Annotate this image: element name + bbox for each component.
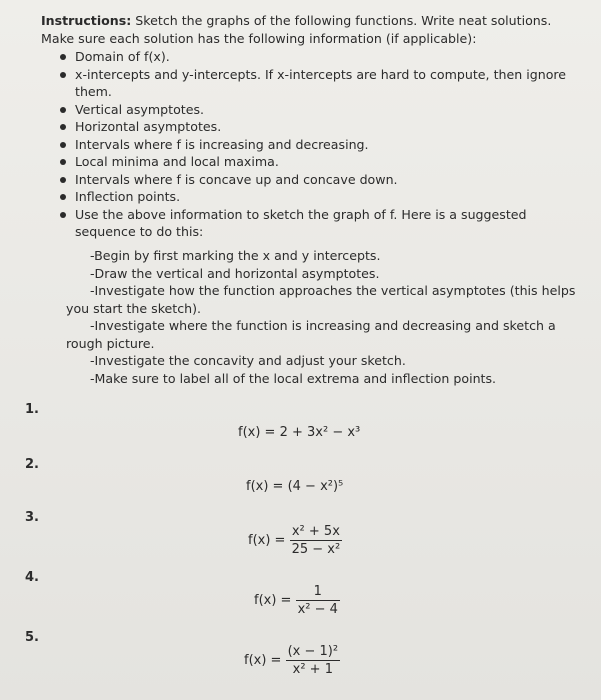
- fraction: [296, 584, 340, 617]
- problem-formula: [244, 644, 340, 677]
- problem-number: 5.: [25, 630, 39, 645]
- sequence-step: -Make sure to label all of the local extrema and inflection points.: [90, 370, 497, 386]
- list-item: x-intercepts and y-intercepts. If x-intercepts are hard to compute, then ignore them.: [60, 66, 580, 101]
- list-item: Use the above information to sketch the graph of f. Here is a suggested sequence to do this:: [60, 206, 580, 241]
- list-item: Local minima and local maxima.: [60, 153, 580, 171]
- fraction-numerator: 1: [296, 584, 340, 601]
- suggested-sequence: [66, 247, 576, 387]
- fraction: [286, 644, 340, 677]
- instructions-paragraph: [41, 12, 586, 47]
- list-item: Horizontal asymptotes.: [60, 118, 580, 136]
- fraction-denominator: 25 − x²: [291, 542, 341, 557]
- list-item: Intervals where f is increasing and decreasing.: [60, 136, 580, 154]
- problem-number: 4.: [25, 570, 39, 585]
- formula-lhs: f(x) =: [248, 533, 290, 548]
- problem-formula: [254, 584, 340, 617]
- formula-lhs: f(x) =: [246, 479, 288, 494]
- problem-formula: [246, 479, 343, 494]
- fraction-denominator: x² − 4: [297, 602, 338, 617]
- formula-lhs: f(x) =: [244, 653, 286, 668]
- list-item: Vertical asymptotes.: [60, 101, 580, 119]
- sequence-step: -Investigate where the function is increasing and decreasing and sketch a rough picture.: [66, 318, 556, 351]
- list-item: Domain of f(x).: [60, 48, 580, 66]
- sequence-step: -Draw the vertical and horizontal asymptotes.: [90, 265, 380, 281]
- formula-expression: 2 + 3x² − x³: [279, 425, 361, 440]
- fraction-numerator: x² + 5x: [290, 524, 343, 541]
- problem-formula: [248, 524, 342, 557]
- instructions-label: Instructions:: [41, 13, 132, 28]
- formula-expression: (4 − x²)⁵: [287, 479, 344, 494]
- sequence-step: -Begin by first marking the x and y intercepts.: [90, 248, 381, 263]
- instructions-text: Sketch the graphs of the following functions. Write neat solutions. Make sure each solution has the following information (if applicable):: [41, 13, 552, 46]
- requirements-list: [60, 48, 580, 241]
- problem-number: 1.: [25, 402, 39, 417]
- problem-number: 3.: [25, 510, 39, 525]
- list-item: Intervals where f is concave up and concave down.: [60, 171, 580, 189]
- formula-lhs: f(x) =: [254, 593, 296, 608]
- problem-number: 2.: [25, 457, 39, 472]
- fraction-denominator: x² + 1: [292, 662, 333, 677]
- formula-lhs: f(x) =: [238, 425, 280, 440]
- sequence-step: -Investigate how the function approaches the vertical asymptotes (this helps you start the sketch).: [66, 283, 576, 316]
- problem-formula: [238, 425, 360, 440]
- list-item: Inflection points.: [60, 188, 580, 206]
- fraction-numerator: (x − 1)²: [287, 644, 339, 659]
- fraction: [290, 524, 343, 557]
- sequence-step: -Investigate the concavity and adjust your sketch.: [90, 353, 406, 368]
